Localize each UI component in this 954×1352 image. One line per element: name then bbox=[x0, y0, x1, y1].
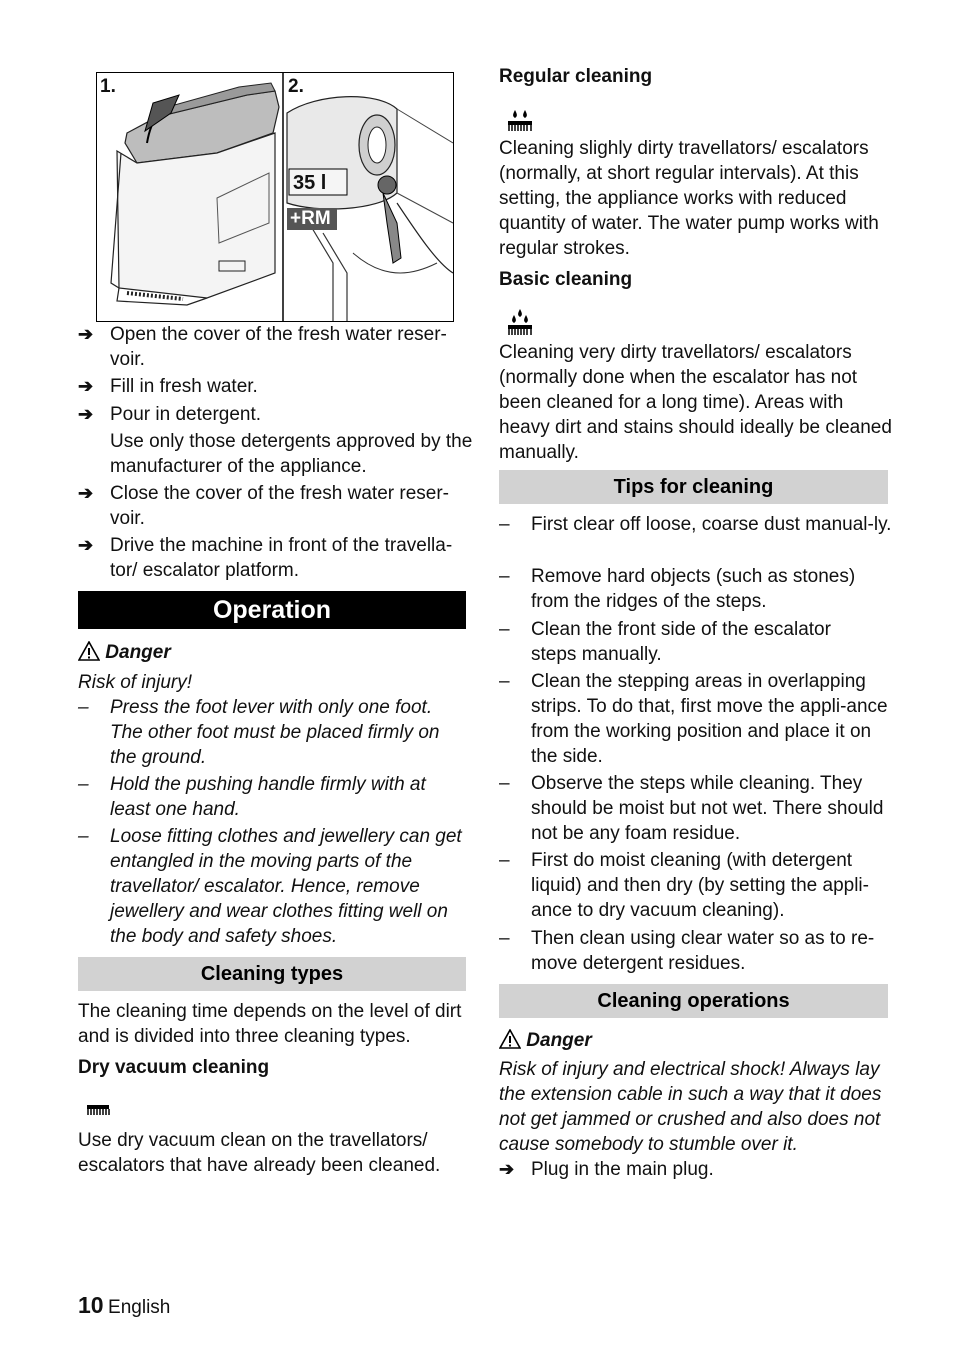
dry-vacuum-text: Use dry vacuum clean on the travellators/ escalators that have already been cleaned. bbox=[78, 1130, 441, 1176]
risk-text: Risk of injury! bbox=[78, 672, 193, 693]
arrow-right-icon: ➔ bbox=[78, 404, 94, 424]
arrow-right-icon: ➔ bbox=[78, 535, 94, 555]
warning-triangle-icon bbox=[499, 1029, 521, 1049]
arrow-right-icon: ➔ bbox=[78, 483, 94, 503]
machine-illustration bbox=[97, 73, 453, 321]
basic-cleaning-heading: Basic cleaning bbox=[499, 269, 633, 290]
three-drops-icon bbox=[507, 308, 533, 336]
arrow-right-icon: ➔ bbox=[78, 376, 94, 396]
brush-icon bbox=[86, 1104, 110, 1116]
tips-heading: Tips for cleaning bbox=[499, 470, 888, 504]
regular-cleaning-heading: Regular cleaning bbox=[499, 66, 653, 87]
instruction-figure bbox=[96, 72, 454, 322]
arrow-right-icon: ➔ bbox=[499, 1159, 515, 1179]
danger-label-row bbox=[499, 1028, 592, 1053]
danger-label-row bbox=[78, 640, 171, 665]
step-label-1: 1. bbox=[100, 76, 116, 97]
regular-cleaning-text: Cleaning slighly dirty travellators/ escalators (normally, at short regular intervals). At this setting, the appliance works with reduced quantity of water. The water pump works with regular strokes. bbox=[499, 138, 879, 259]
cleaning-operations-heading: Cleaning operations bbox=[499, 984, 888, 1018]
page-footer bbox=[78, 1292, 170, 1319]
danger-label: Danger bbox=[526, 1030, 592, 1051]
operation-heading: Operation bbox=[78, 591, 466, 629]
cleaning-types-heading: Cleaning types bbox=[78, 957, 466, 991]
two-drops-icon bbox=[507, 108, 533, 132]
cleaning-types-intro: The cleaning time depends on the level of dirt and is divided into three cleaning types. bbox=[78, 1001, 462, 1047]
arrow-right-icon: ➔ bbox=[78, 324, 94, 344]
danger-label: Danger bbox=[105, 642, 171, 663]
additive-marker: +RM bbox=[290, 208, 331, 229]
dry-vacuum-heading: Dry vacuum cleaning bbox=[78, 1057, 270, 1078]
footer-language: English bbox=[108, 1297, 171, 1318]
basic-cleaning-text: Cleaning very dirty travellators/ escalators (normally done when the escalator has not been cleaned for a long time). Areas with heavy dirt and stains should ideally be cleaned manually. bbox=[499, 342, 892, 463]
page-number: 10 bbox=[78, 1292, 104, 1318]
water-level-marker: 35 l bbox=[293, 172, 327, 194]
warning-triangle-icon bbox=[78, 641, 100, 661]
operations-danger-text: Risk of injury and electrical shock! Always lay the extension cable in such a way that it does not get jammed or crushed and also does not cause somebody to stumble over it. bbox=[499, 1059, 882, 1155]
step-label-2: 2. bbox=[288, 76, 304, 97]
